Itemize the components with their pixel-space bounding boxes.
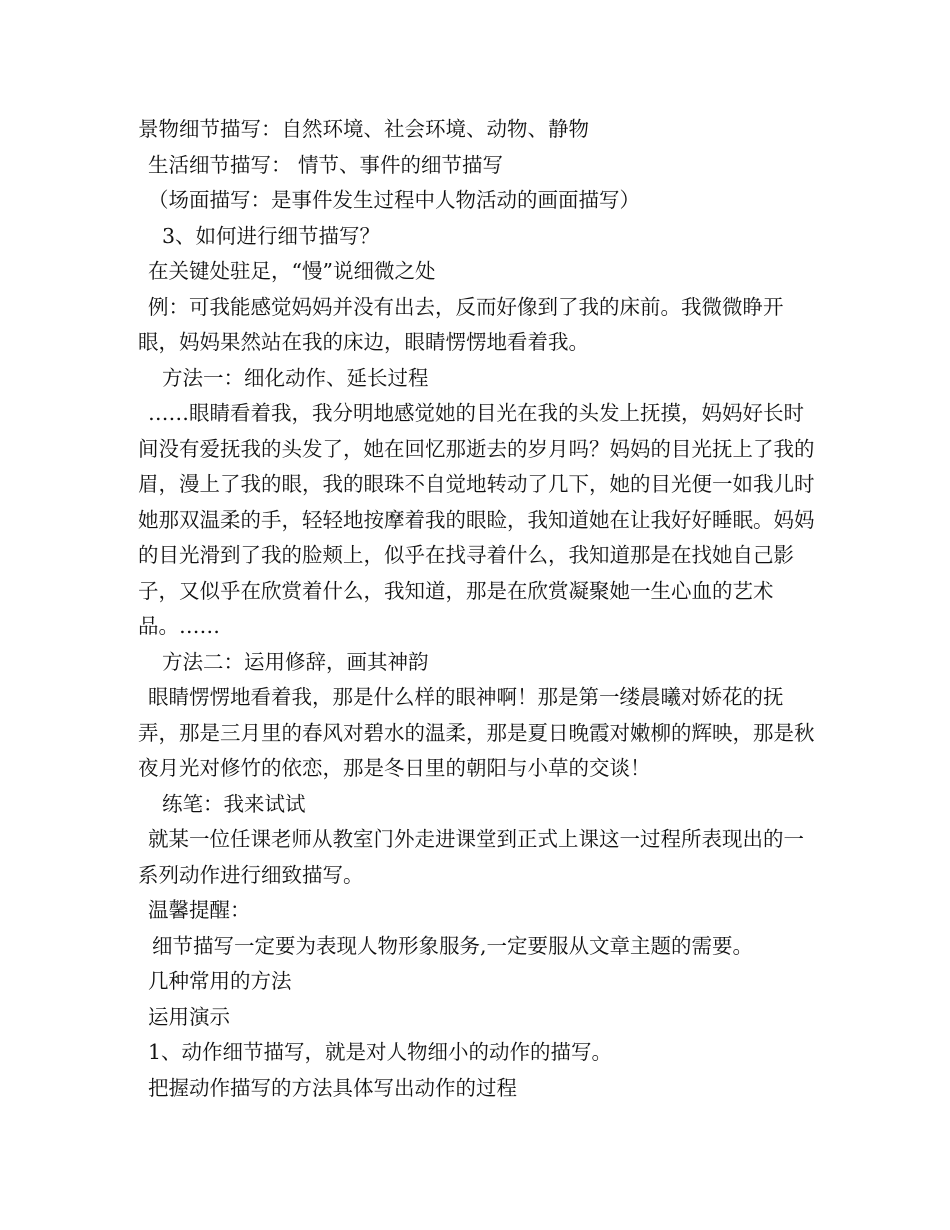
text-line: （场面描写：是事件发生过程中人物活动的画面描写） xyxy=(148,188,640,212)
example-paragraph: 例：可我能感觉妈妈并没有出去，反而好像到了我的床前。我微微睁开眼，妈妈果然站在我的床边，眼睛愣愣地看着我。 xyxy=(138,294,784,354)
method-one-paragraph: ……眼睛看着我，我分明地感觉她的目光在我的头发上抚摸，妈妈好长时间没有爱抚我的头发了，她在回忆那逝去的岁月吗？妈妈的目光抚上了我的眉，漫上了我的眼，我的眼珠不自觉地转动了几下，她的目光便一如我儿时她那双温柔的手，轻轻地按摩着我的眼睑，我知道她在让我好好睡眠。妈妈的目光滑到了我的脸颊上，似乎在找寻着什么，我知道那是在找她自己影子，又似乎在欣赏着什么，我知道，那是在欣赏凝聚她一生心血的艺术品。…… xyxy=(138,401,815,638)
text-line: 运用演示 xyxy=(148,1004,230,1029)
text-line: 在关键处驻足，“慢”说细微之处 xyxy=(148,259,436,283)
text-line: 生活细节描写： 情节、事件的细节描写 xyxy=(148,152,504,177)
method-heading: 方法二：运用修辞，画其神韵 xyxy=(162,649,429,674)
document-body xyxy=(138,112,818,1106)
text-line: 景物细节描写：自然环境、社会环境、动物、静物 xyxy=(138,117,589,141)
text-line: 几种常用的方法 xyxy=(148,969,292,993)
text-line: 把握动作描写的方法具体写出动作的过程 xyxy=(148,1075,517,1100)
text-line: 温馨提醒： xyxy=(148,898,251,922)
exercise-paragraph: 就某一位任课老师从教室门外走进课堂到正式上课这一过程所表现出的一系列动作进行细致描写。 xyxy=(138,827,804,887)
method-heading: 方法一：细化动作、延长过程 xyxy=(162,365,429,390)
method-two-paragraph: 眼睛愣愣地看着我，那是什么样的眼神啊！那是第一缕晨曦对娇花的抚弄，那是三月里的春风对碧水的温柔，那是夏日晚霞对嫩柳的辉映，那是秋夜月光对修竹的依恋，那是冬日里的朝阳与小草的交谈！ xyxy=(138,685,815,780)
text-line: 细节描写一定要为表现人物形象服务,一定要服从文章主题的需要。 xyxy=(152,933,754,958)
text-line: 1、动作细节描写，就是对人物细小的动作的描写。 xyxy=(148,1040,613,1064)
exercise-heading: 练笔：我来试试 xyxy=(162,791,306,816)
section-heading: 3、如何进行细节描写？ xyxy=(162,223,381,248)
